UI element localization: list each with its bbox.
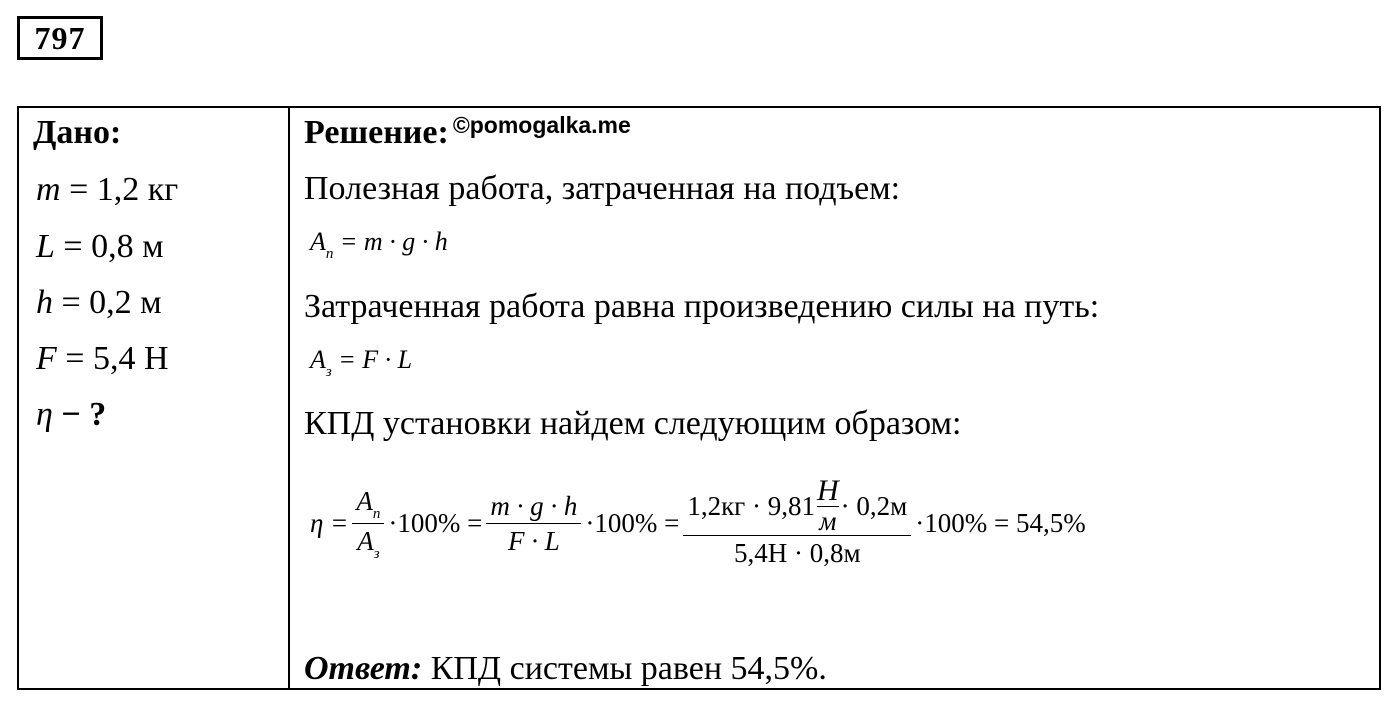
- result: ·100% = 54,5%: [915, 507, 1086, 538]
- formula-lhs: A: [310, 345, 326, 374]
- given-value: = 5,4 Н: [65, 340, 169, 377]
- fraction-denominator: [353, 524, 383, 563]
- answer-text: КПД системы равен 54,5%.: [430, 650, 827, 687]
- solution-line-efficiency: КПД установки найдем следующим образом:: [304, 405, 962, 442]
- given-var: η: [36, 396, 53, 433]
- numerator-sub: п: [372, 505, 381, 522]
- formula-rhs: = F · L: [338, 345, 413, 374]
- given-var: L: [36, 228, 55, 265]
- column-divider: [288, 106, 290, 690]
- answer-label: Ответ:: [304, 650, 423, 687]
- fraction-numeric: [683, 476, 911, 570]
- times-100-second: ·100% =: [585, 507, 680, 538]
- given-unknown: [36, 396, 106, 434]
- given-length: [36, 228, 164, 266]
- unit-fraction: [817, 476, 839, 535]
- solution-line-spent-work: Затраченная работа равна произведению силы на путь:: [304, 288, 1100, 325]
- given-value: = 1,2 кг: [69, 171, 179, 208]
- given-value: = 0,2 м: [61, 284, 162, 321]
- given-value: − ?: [61, 396, 107, 433]
- numerator-part-b: · 0,2м: [840, 490, 908, 521]
- given-var: h: [36, 284, 53, 321]
- solution-header: Решение:: [304, 114, 449, 151]
- fraction-numerator: [683, 476, 911, 535]
- solution-header-row: [304, 114, 631, 152]
- formula-useful-work: [310, 227, 448, 262]
- fraction-denominator: F · L: [507, 525, 560, 556]
- given-height: [36, 284, 162, 322]
- answer-row: [304, 650, 827, 688]
- fraction-symbolic: [486, 489, 581, 558]
- formula-sub: з: [325, 364, 332, 380]
- given-header: Дано:: [33, 114, 122, 151]
- given-mass: [36, 171, 178, 209]
- given-value: = 0,8 м: [63, 228, 164, 265]
- watermark: ©pomogalka.me: [452, 112, 631, 138]
- formula-lhs: A: [310, 227, 326, 256]
- fraction-denominator: 5,4Н · 0,8м: [733, 538, 861, 568]
- efficiency-formula: [308, 458, 1088, 588]
- fraction-numerator: m · g · h: [490, 490, 578, 521]
- formula-spent-work: [310, 345, 413, 380]
- problem-number: 797: [17, 16, 103, 60]
- unit-denominator: м: [819, 506, 837, 536]
- given-force: [36, 340, 169, 378]
- fraction-work-ratio: [352, 484, 384, 563]
- denominator-sub: з: [373, 545, 380, 562]
- fraction-numerator: [352, 484, 384, 523]
- solution-line-useful-work: Полезная работа, затраченная на подъем:: [304, 170, 901, 207]
- formula-rhs: = m · g · h: [339, 227, 448, 256]
- given-var: F: [36, 340, 57, 377]
- given-var: m: [36, 171, 61, 208]
- unit-numerator: Н: [817, 474, 839, 507]
- numerator-part-a: 1,2кг · 9,81: [687, 490, 815, 521]
- times-100-first: ·100% =: [388, 507, 483, 538]
- formula-sub: п: [325, 246, 334, 262]
- denominator-var: A: [357, 525, 374, 556]
- numerator-var: A: [356, 485, 373, 516]
- eta-symbol: η =: [310, 507, 349, 538]
